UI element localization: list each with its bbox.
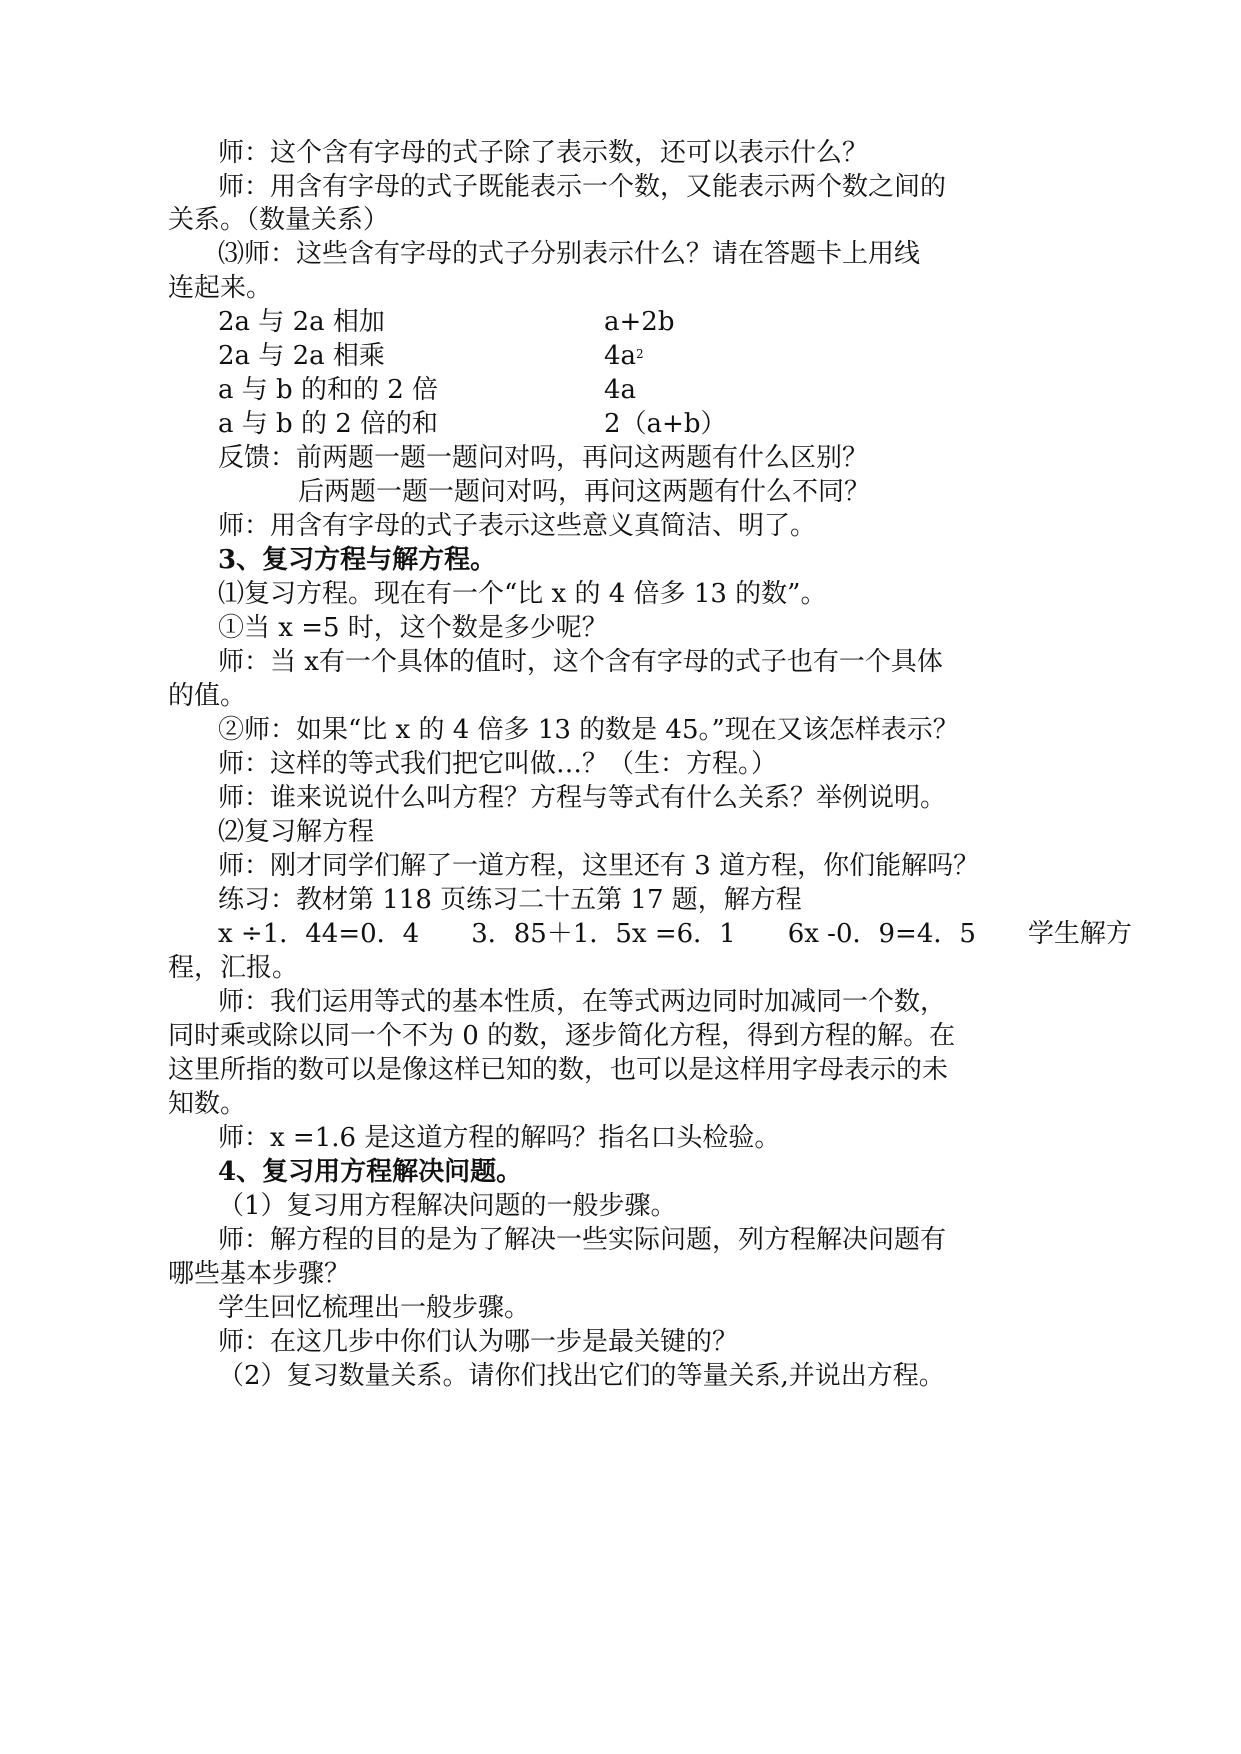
match-right-item: [604, 338, 644, 374]
paragraph-line: 师：这个含有字母的式子除了表示数，还可以表示什么？: [218, 138, 869, 168]
match-right-item: 4a: [604, 375, 637, 405]
paragraph-line: 师：我们运用等式的基本性质，在等式两边同时加减同一个数，: [218, 987, 947, 1017]
paragraph-line: 师：用含有字母的式子表示这些意义真简洁、明了。: [218, 511, 817, 541]
paragraph-line: 的值。: [168, 681, 247, 711]
paragraph-line: （1）复习用方程解决问题的一般步骤。: [218, 1191, 677, 1221]
paragraph-line: 后两题一题一题问对吗，再问这两题有什么不同？: [298, 477, 871, 507]
match-right-item: a+2b: [604, 307, 675, 337]
paragraph-line: 练习：教材第 118 页练习二十五第 17 题，解方程: [218, 885, 802, 915]
match-left-item: 2a 与 2a 相加: [218, 307, 385, 337]
paragraph-line: 师：谁来说说什么叫方程？方程与等式有什么关系？举例说明。: [218, 783, 947, 813]
paragraph-line: 反馈：前两题一题一题问对吗，再问这两题有什么区别？: [218, 443, 869, 473]
paragraph-line: ⑶师：这些含有字母的式子分别表示什么？请在答题卡上用线: [218, 239, 921, 269]
paragraph-line: ②师：如果“比 x 的 4 倍多 13 的数是 45。”现在又该怎样表示？: [218, 715, 959, 745]
paragraph-line: 知数。: [168, 1089, 247, 1119]
paragraph-line: ①当 x =5 时，这个数是多少呢？: [218, 613, 608, 643]
match-left-item: a 与 b 的和的 2 倍: [218, 375, 439, 405]
paragraph-line: 学生回忆梳理出一般步骤。: [218, 1293, 531, 1323]
paragraph-line: 程，汇报。: [168, 953, 299, 983]
match-right-item: 2（a+b）: [604, 409, 727, 439]
paragraph-line: （2）复习数量关系。请你们找出它们的等量关系,并说出方程。: [218, 1361, 945, 1391]
section-heading: 3、复习方程与解方程。: [218, 545, 497, 575]
paragraph-line: 师：这样的等式我们把它叫做…？（生：方程。）: [218, 749, 778, 779]
paragraph-line: 师：用含有字母的式子既能表示一个数，又能表示两个数之间的: [218, 172, 947, 202]
expression-base: 4a: [604, 341, 637, 371]
paragraph-line: 师：在这几步中你们认为哪一步是最关键的？: [218, 1327, 739, 1357]
paragraph-line: 师：刚才同学们解了一道方程，这里还有 3 道方程，你们能解吗？: [218, 851, 980, 881]
paragraph-line: 师：x =1.6 是这道方程的解吗？指名口头检验。: [218, 1123, 781, 1153]
paragraph-line: ⑴复习方程。现在有一个“比 x 的 4 倍多 13 的数”。: [218, 579, 827, 609]
match-left-item: 2a 与 2a 相乘: [218, 341, 385, 371]
exponent: 2: [636, 347, 644, 361]
match-left-item: a 与 b 的 2 倍的和: [218, 409, 439, 439]
paragraph-line: ⑵复习解方程: [218, 817, 375, 847]
paragraph-line: 这里所指的数可以是像这样已知的数，也可以是这样用字母表示的未: [168, 1055, 949, 1085]
paragraph-line: 连起来。: [168, 273, 273, 303]
paragraph-line: 哪些基本步骤？: [168, 1259, 351, 1289]
section-heading: 4、复习用方程解决问题。: [218, 1157, 523, 1187]
paragraph-line: 师：解方程的目的是为了解决一些实际问题，列方程解决问题有: [218, 1225, 947, 1255]
paragraph-line: 师：当 x有一个具体的值时，这个含有字母的式子也有一个具体: [218, 647, 943, 677]
equation-line: x ÷1．44=0．4 3．85＋1．5x =6．1 6x -0．9=4．5 学生解方: [218, 919, 1132, 949]
paragraph-line: 关系。（数量关系）: [168, 205, 390, 235]
paragraph-line: 同时乘或除以同一个不为 0 的数，逐步简化方程，得到方程的解。在: [168, 1021, 956, 1051]
